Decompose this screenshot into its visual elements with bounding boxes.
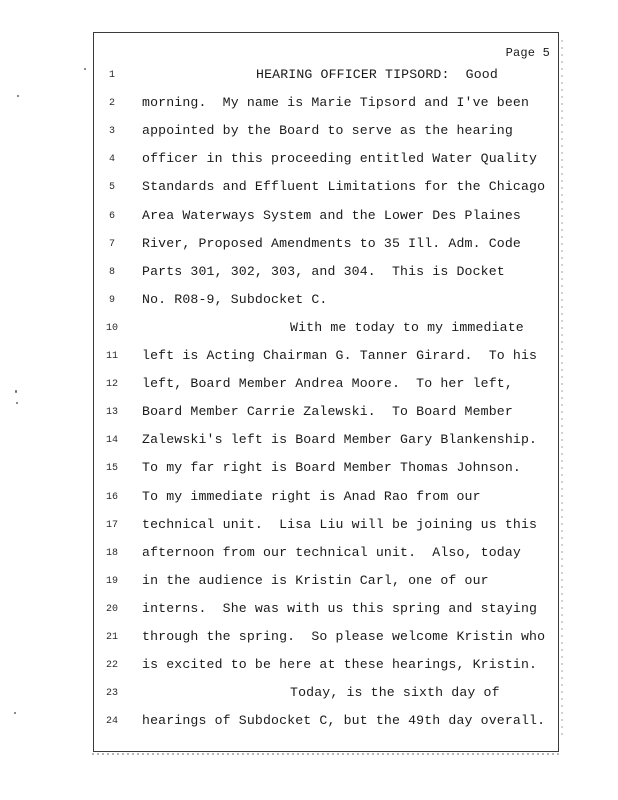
line-text: interns. She was with us this spring and staying xyxy=(142,600,538,616)
transcript-line xyxy=(94,713,560,733)
line-text: To my immediate right is Anad Rao from our xyxy=(142,488,481,504)
line-text: technical unit. Lisa Liu will be joining us this xyxy=(142,516,538,532)
line-number: 8 xyxy=(108,266,115,278)
line-text: Parts 301, 302, 303, and 304. This is Docket xyxy=(142,263,505,279)
line-text: afternoon from our technical unit. Also, today xyxy=(142,544,521,560)
transcript-line xyxy=(94,292,560,312)
line-text: No. R08-9, Subdocket C. xyxy=(142,291,328,307)
transcript-line xyxy=(94,67,560,87)
transcript-line xyxy=(94,236,560,256)
line-number: 5 xyxy=(108,182,115,194)
line-number: 9 xyxy=(108,294,115,306)
line-number: 3 xyxy=(108,126,115,138)
scan-speck xyxy=(17,95,19,97)
transcript-line xyxy=(94,123,560,143)
line-number: 6 xyxy=(108,210,115,222)
line-text: appointed by the Board to serve as the hearing xyxy=(142,123,513,139)
line-number: 10 xyxy=(105,322,118,334)
line-text: officer in this proceeding entitled Water Quality xyxy=(142,151,538,167)
line-text: Board Member Carrie Zalewski. To Board Member xyxy=(142,404,513,420)
transcript-line xyxy=(94,517,560,537)
line-text: hearings of Subdocket C, but the 49th day overall. xyxy=(142,713,546,729)
line-number: 2 xyxy=(108,98,115,110)
line-number: 16 xyxy=(105,491,118,503)
line-number: 7 xyxy=(108,238,115,250)
transcript-line xyxy=(94,573,560,593)
line-number: 14 xyxy=(105,435,118,447)
line-number: 12 xyxy=(105,379,118,391)
transcript-line xyxy=(94,151,560,171)
transcript-line xyxy=(94,179,560,199)
scan-speck xyxy=(84,68,86,70)
line-text: HEARING OFFICER TIPSORD: Good xyxy=(256,67,498,82)
line-text: in the audience is Kristin Carl, one of our xyxy=(142,572,489,588)
transcript-line xyxy=(94,320,560,340)
transcript-line xyxy=(94,208,560,228)
line-text: Area Waterways System and the Lower Des Plaines xyxy=(142,207,521,223)
transcript-line xyxy=(94,629,560,649)
scan-speck xyxy=(16,402,18,404)
transcript-line xyxy=(94,404,560,424)
line-number: 19 xyxy=(105,575,118,587)
line-text: To my far right is Board Member Thomas Johnson. xyxy=(142,460,521,476)
line-number: 22 xyxy=(105,660,118,672)
transcript-line xyxy=(94,601,560,621)
line-text: morning. My name is Marie Tipsord and I've been xyxy=(142,95,530,111)
page-number: Page 5 xyxy=(505,46,550,60)
line-text: Standards and Effluent Limitations for the Chicago xyxy=(142,179,546,195)
transcript-line xyxy=(94,348,560,368)
line-text: Zalewski's left is Board Member Gary Blankenship. xyxy=(142,432,538,448)
scan-edge-noise xyxy=(561,40,563,740)
line-number: 24 xyxy=(105,716,118,728)
line-number: 13 xyxy=(105,407,118,419)
transcript-line xyxy=(94,657,560,677)
line-text: is excited to be here at these hearings, Kristin. xyxy=(142,657,538,673)
line-number: 4 xyxy=(108,154,115,166)
transcript-line xyxy=(94,432,560,452)
line-number: 11 xyxy=(105,351,118,362)
line-number: 23 xyxy=(105,688,118,700)
line-number: 17 xyxy=(105,519,118,531)
line-text: through the spring. So please welcome Kristin who xyxy=(142,629,546,644)
line-number: 20 xyxy=(105,603,118,615)
transcript-line xyxy=(94,95,560,115)
line-text: With me today to my immediate xyxy=(290,319,524,335)
line-text: River, Proposed Amendments to 35 Ill. Adm. Code xyxy=(142,235,521,251)
line-number: 21 xyxy=(105,632,118,643)
line-number: 15 xyxy=(105,463,118,475)
line-text: Today, is the sixth day of xyxy=(290,685,500,701)
transcript-line xyxy=(94,489,560,509)
transcript-page xyxy=(93,32,559,752)
transcript-line xyxy=(94,545,560,565)
transcript-line xyxy=(94,264,560,284)
scan-border-noise xyxy=(92,753,562,755)
line-text: left, Board Member Andrea Moore. To her left, xyxy=(142,376,513,392)
transcript-line xyxy=(94,376,560,396)
line-number: 1 xyxy=(108,70,115,81)
transcript-line xyxy=(94,685,560,705)
line-number: 18 xyxy=(105,547,118,559)
line-text: left is Acting Chairman G. Tanner Girard. To his xyxy=(142,348,538,363)
transcript-line xyxy=(94,460,560,480)
scan-speck xyxy=(14,712,16,714)
scan-speck xyxy=(15,390,17,393)
